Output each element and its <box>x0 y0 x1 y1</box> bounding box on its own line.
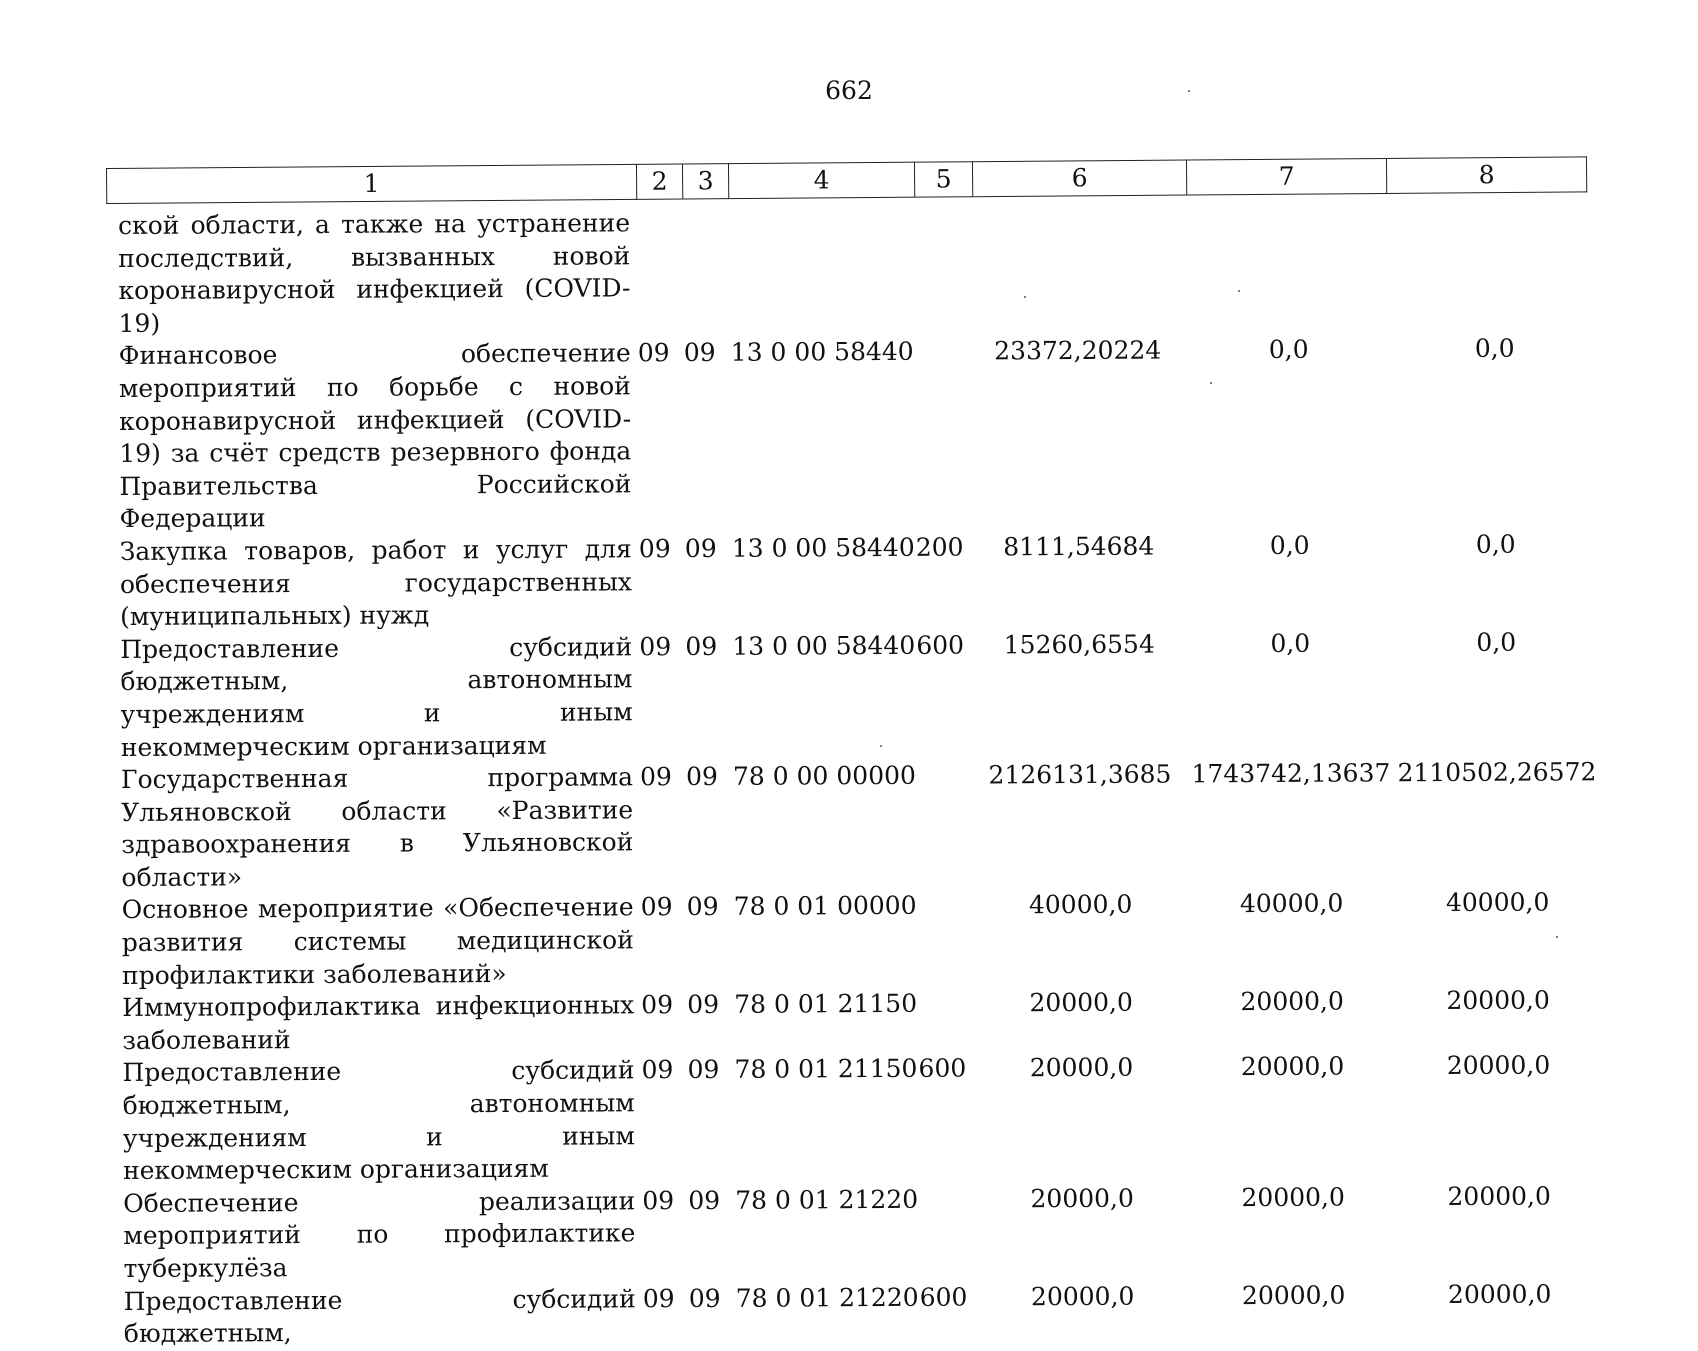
row-target-article: 78 0 01 21220 <box>735 1184 919 1215</box>
row-name: Обеспечение реализации мероприятий по профилактике туберкулёза <box>123 1186 636 1283</box>
row-subsection: 09 <box>684 533 717 563</box>
row-amount-7: 1743742,13637 <box>1191 758 1391 789</box>
row-name: Предоставление субсидий бюджетным, автономным учреждениям и иным некоммерческим организациям <box>120 632 633 762</box>
row-expense-type <box>916 988 972 1053</box>
row-name: Иммунопрофилактика инфекционных заболеваний <box>122 990 635 1055</box>
row-expense-type <box>913 336 970 532</box>
row-amount-7 <box>1186 203 1391 334</box>
row-amount-8: 2110502,26572 <box>1397 757 1597 788</box>
row-amount-8: 0,0 <box>1474 334 1515 364</box>
row-section: 09 <box>638 534 671 564</box>
row-section: 09 <box>641 1055 674 1085</box>
row-amount-6: 15260,6554 <box>1003 629 1155 660</box>
scan-speck <box>1024 296 1026 298</box>
table-row <box>120 528 1600 634</box>
table-row <box>122 887 1602 993</box>
row-target-article: 13 0 00 58440 <box>731 532 915 563</box>
scan-speck <box>1556 936 1558 938</box>
row-amount-6: 8111,54684 <box>1003 531 1155 562</box>
row-amount-8: 20000,0 <box>1447 1279 1552 1309</box>
row-target-article: 78 0 00 00000 <box>732 760 916 791</box>
row-section: 09 <box>642 1185 675 1216</box>
scan-speck <box>880 745 882 747</box>
row-amount-6: 40000,0 <box>1028 890 1133 920</box>
row-amount-8 <box>1390 202 1599 333</box>
row-amount-6: 23372,20224 <box>994 335 1162 366</box>
scan-speck <box>1238 290 1240 292</box>
row-target-article: 78 0 01 21150 <box>734 1054 918 1085</box>
row-amount-6: 2126131,3685 <box>988 759 1172 790</box>
column-header-3: 3 <box>682 164 728 199</box>
row-expense-type <box>915 760 972 891</box>
column-header-1: 1 <box>107 164 637 203</box>
row-expense-type: 600 <box>916 630 965 660</box>
scan-speck <box>1210 382 1212 384</box>
row-amount-7: 20000,0 <box>1240 986 1344 1017</box>
row-subsection: 09 <box>688 1185 721 1215</box>
row-amount-8: 20000,0 <box>1446 1050 1551 1081</box>
row-amount-7: 20000,0 <box>1241 1280 1346 1310</box>
row-section: 09 <box>640 892 673 922</box>
row-name: Закупка товаров, работ и услуг для обеспечения государственных (муниципальных) нужд <box>119 534 633 632</box>
row-expense-type: 200 <box>915 532 964 562</box>
row-amount-6: 20000,0 <box>1030 1183 1134 1214</box>
row-subsection: 09 <box>687 1055 720 1085</box>
column-header-7: 7 <box>1186 158 1386 195</box>
row-name: Предоставление субсидий бюджетным, автономным учреждениям и иным некоммерческим организациям <box>122 1055 635 1186</box>
row-name: Основное мероприятие «Обеспечение развития системы медицинской профилактики заболеваний» <box>121 892 634 990</box>
row-name: Финансовое обеспечение мероприятий по борьбе с новой коронавирусной инфекцией (COVID-19) за счёт средств резервного фонда Правительства Российской Федерации <box>118 338 632 534</box>
row-amount-6: 20000,0 <box>1029 1053 1134 1083</box>
column-header-6: 6 <box>972 160 1186 197</box>
scan-speck <box>1188 90 1190 92</box>
row-expense-type: 600 <box>918 1054 967 1084</box>
row-section: 09 <box>642 1283 675 1313</box>
column-header-4: 4 <box>728 162 914 198</box>
row-target-article: 78 0 01 21220 <box>735 1282 919 1313</box>
row-amount-8: 40000,0 <box>1445 887 1550 918</box>
row-amount-7: 0,0 <box>1269 530 1310 560</box>
row-amount-7: 40000,0 <box>1239 889 1344 919</box>
row-amount-7: 20000,0 <box>1240 1052 1345 1082</box>
row-name: Государственная программа Ульяновской области «Развитие здравоохранения в Ульяновской области» <box>120 762 634 892</box>
row-subsection: 09 <box>688 1283 721 1313</box>
row-target-article: 13 0 00 58440 <box>732 630 916 661</box>
table-row <box>124 1278 1604 1351</box>
row-subsection: 09 <box>687 990 720 1020</box>
row-section: 09 <box>637 338 670 368</box>
row-expense-type <box>917 1183 974 1281</box>
row-subsection: 09 <box>686 892 719 922</box>
row-amount-7: 0,0 <box>1270 628 1311 658</box>
table-row <box>119 333 1600 536</box>
row-name: Предоставление субсидий бюджетным, <box>123 1283 636 1349</box>
row-amount-8: 0,0 <box>1476 627 1517 657</box>
row-subsection: 09 <box>683 338 716 368</box>
table-row <box>122 984 1602 1057</box>
row-section: 09 <box>639 631 672 661</box>
row-target-article: 78 0 01 21150 <box>734 989 918 1020</box>
row-amount-8: 20000,0 <box>1446 985 1550 1016</box>
column-header-2: 2 <box>636 164 682 199</box>
row-expense-type <box>916 890 973 988</box>
row-amount-6: 20000,0 <box>1029 987 1133 1018</box>
table-row <box>121 756 1602 894</box>
row-section: 09 <box>641 990 674 1020</box>
row-amount-6: 20000,0 <box>1030 1281 1135 1311</box>
row-section <box>630 207 677 338</box>
row-subsection <box>676 207 723 338</box>
table-row <box>120 626 1601 764</box>
column-header-8: 8 <box>1386 157 1586 194</box>
column-header-5: 5 <box>914 162 972 197</box>
row-target-article <box>722 206 913 337</box>
table-row <box>122 1050 1603 1188</box>
row-target-article: 13 0 00 58440 <box>730 337 914 368</box>
row-amount-7: 0,0 <box>1268 335 1309 365</box>
table-body <box>118 202 1604 1351</box>
table-row <box>118 202 1599 340</box>
row-subsection: 09 <box>685 631 718 661</box>
row-expense-type <box>912 206 969 337</box>
row-amount-8: 0,0 <box>1475 529 1516 559</box>
row-target-article: 78 0 01 00000 <box>733 891 917 922</box>
row-expense-type: 600 <box>919 1282 968 1312</box>
table-header <box>106 156 1587 204</box>
table-row <box>123 1180 1603 1286</box>
row-amount-6 <box>968 204 1187 336</box>
row-name: ской области, а также на устранение последствий, вызванных новой коронавирусной инфекцией (COVID-19) <box>118 208 631 338</box>
row-amount-7: 20000,0 <box>1241 1182 1345 1212</box>
page-number: 662 <box>825 76 873 105</box>
row-section: 09 <box>639 762 672 792</box>
row-amount-8: 20000,0 <box>1447 1181 1551 1211</box>
row-subsection: 09 <box>685 761 718 792</box>
